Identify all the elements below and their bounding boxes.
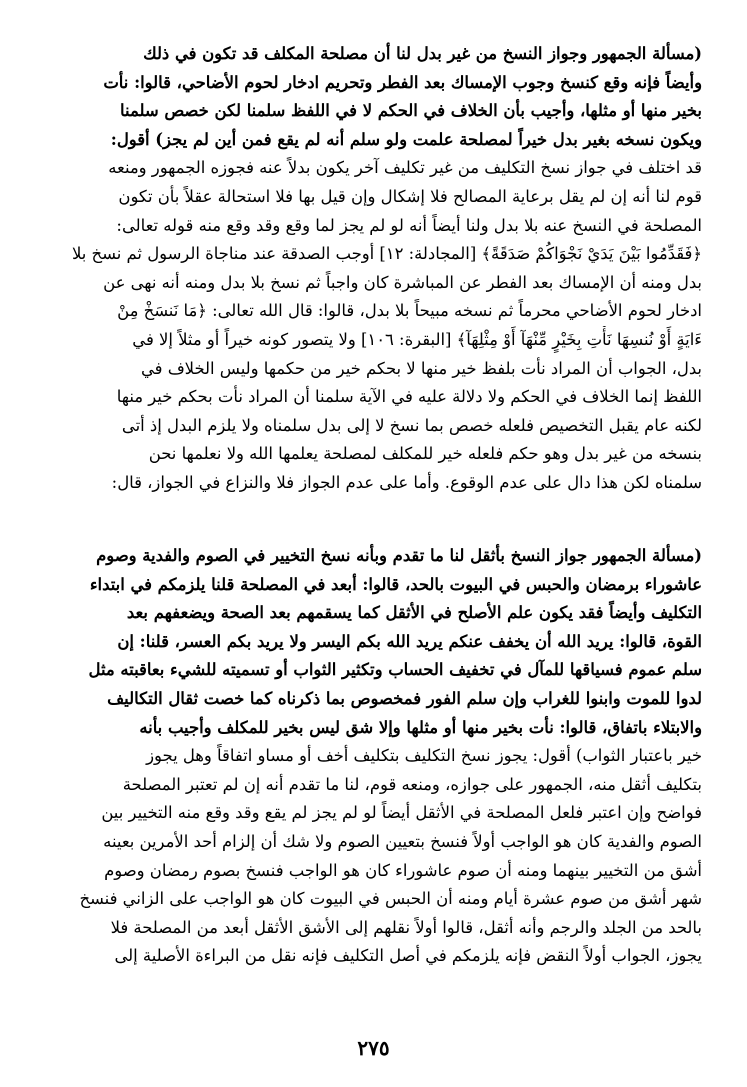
- text-line-bold: (مسألة الجمهور جواز النسخ بأثقل لنا ما تقدم وبأنه نسخ التخيير في الصوم والفدية وصوم: [96, 546, 702, 565]
- text-line-bold: والابتلاء باتفاق، قالوا: نأت بخير منها أو مثلها وإلا شق ليس بخير للمكلف وأجيب بأنه: [139, 717, 702, 737]
- text-line: لكنه عام يقبل التخصيص فلعله خصص بما نسخ لا إلى بدل سلمناه ولا يلزم البدل إذ أتى: [121, 415, 702, 435]
- text-line: أشق من التخيير بينهما ومنه أن صوم عاشوراء كان هو الواجب فنسخ بصوم رمضان وصوم: [104, 860, 702, 880]
- text-block-issue-naskh-without-substitute: [52, 40, 702, 498]
- text-line-bold: (مسألة الجمهور وجواز النسخ من غير بدل لنا أن مصلحة المكلف قد تكون في ذلك: [143, 44, 702, 63]
- text-line: قد اختلف في جواز نسخ التكليف من غير تكليف آخر يكون بدلاً عنه فجوزه الجمهور ومنعه: [108, 158, 702, 178]
- text-line: بدل، الجواب أن المراد نأت بلفظ خير منها لا بحكم خير من حكمها وليس الخلاف في: [140, 358, 702, 378]
- text-line-bold: القوة، قالوا: يريد الله أن يخفف عنكم يريد الله بكم اليسر ولا يريد بكم العسر، قلنا: إن: [117, 631, 702, 651]
- text-line: شهر أشق من صوم عشرة أيام ومنه أن الحبس في البيوت كان هو الواجب على الزاني فنسخ: [79, 889, 702, 909]
- text-line: اللفظ إنما الخلاف في الحكم ولا دلالة عليه في الآية سلمنا أن المراد نأت بحكم خير منها: [116, 387, 702, 407]
- text-line: سلمناه لكن هذا دال على عدم الوقوع. وأما على عدم الجواز فلا والنزاع في الجواز، قال:: [111, 472, 702, 492]
- text-line-bold: التكليف وأيضاً فقد يكون علم الأصلح في الأثقل كما يسقمهم بعد الصحة ويضعفهم بعد: [126, 603, 702, 623]
- text-line: ادخار لحوم الأضاحي محرماً ثم نسخه مبيحاً بلا بدل، قالوا: قال الله تعالى: ﴿مَا نَنسَخْ مِنْ: [117, 301, 702, 321]
- text-line-bold: عاشوراء برمضان والحبس في البيوت بالحد، قالوا: أبعد في المصلحة قلنا يلزمكم في ابتداء: [89, 574, 702, 594]
- text-line: فواضح وإن اعتبر فلعل المصلحة في الأثقل أيضاً لو لم يجز لم يقع وقد وقع منه التخيير بين: [101, 803, 702, 823]
- text-line-bold: ويكون نسخه بغير بدل خيراً لمصلحة علمت ولو سلم أنه لم يقع فمن أين لم يجز) أقول:: [110, 129, 702, 149]
- text-line: قوم لنا أنه إن لم يقل برعاية المصالح فلا إشكال وإن قيل بها فلا استحالة عقلاً بأن تكون: [118, 186, 702, 206]
- text-line: خير باعتبار الثواب) أقول: يجوز نسخ التكليف بتكليف أخف أو مساو اتفاقاً وهل يجوز: [146, 746, 702, 766]
- text-line-quran-quote: ءَايَةٍ أَوْ نُنسِهَا نَأْتِ بِخَيْرٍ مِّنْهَآ أَوْ مِثْلِهَآ﴾ [البقرة: ١٠٦] ولا يتصور كونه خيراً أو مثلاً إلا في: [132, 329, 702, 349]
- text-line: بتكليف أثقل منه، الجمهور على جوازه، ومنعه قوم، لنا ما تقدم أنه إن لم تعتبر المصلحة: [122, 774, 702, 794]
- text-line: بدل ومنه أن الإمساك بعد الفطر عن المباشرة كان واجباً ثم نسخ بلا بدل ومنه أنه نهى عن: [103, 272, 702, 292]
- text-line: المصلحة في النسخ عنه بلا بدل ولنا أيضاً أنه لو لم يجز لما وقع وقد وقع منه قوله تعالى:: [116, 215, 702, 235]
- text-line: بنسخه من غير بدل وهو حكم فلعله خير للمكلف لمصلحة يعلمها الله ولا نعلمها نحن: [148, 444, 702, 464]
- text-line-bold: وأيضاً فإنه وقع كنسخ وجوب الإمساك بعد الفطر وتحريم ادخار لحوم الأضاحي، قالوا: نأت: [103, 72, 702, 92]
- text-block-issue-naskh-to-heavier: [52, 542, 702, 971]
- text-line-bold: لدوا للموت وابنوا للغراب وإن سلم الفور فمخصوص بما ذكرناه كما خصت ثقال التكاليف: [107, 688, 702, 708]
- text-line: يجوز، الجواب أولاً النقض فإنه يلزمكم في أصل التكليف فإنه نقل من البراءة الأصلية إلى: [114, 946, 702, 966]
- text-line-bold: سلم عموم فسياقها للمآل في تخفيف الحساب وتكثير الثواب أو تسميته للشيء بعاقبته مثل: [88, 660, 702, 680]
- text-line: بالحد من الجلد والرجم وأنه أثقل، قالوا أولاً نقلهم إلى الأشق الأثقل أبعد من المصلحة فلا: [110, 917, 702, 937]
- text-line-bold: بخير منها أو مثلها، وأجيب بأن الخلاف في الحكم لا في اللفظ سلمنا لكن خصص سلمنا: [120, 101, 702, 121]
- text-line: الصوم والفدية كان هو الواجب أولاً فنسخ بتعيين الصوم ولا شك أن إلزام أحد الأمرين بعينه: [103, 831, 702, 851]
- page-number: ٢٧٥: [357, 1036, 390, 1060]
- text-line-quran-quote: ﴿فَقَدِّمُوا بَيْنَ يَدَيْ نَجْوَاكُمْ صَدَقَةً﴾ [المجادلة: ١٢] أوجب الصدقة عند مناجاة الرسول ثم نسخ بلا: [71, 244, 702, 264]
